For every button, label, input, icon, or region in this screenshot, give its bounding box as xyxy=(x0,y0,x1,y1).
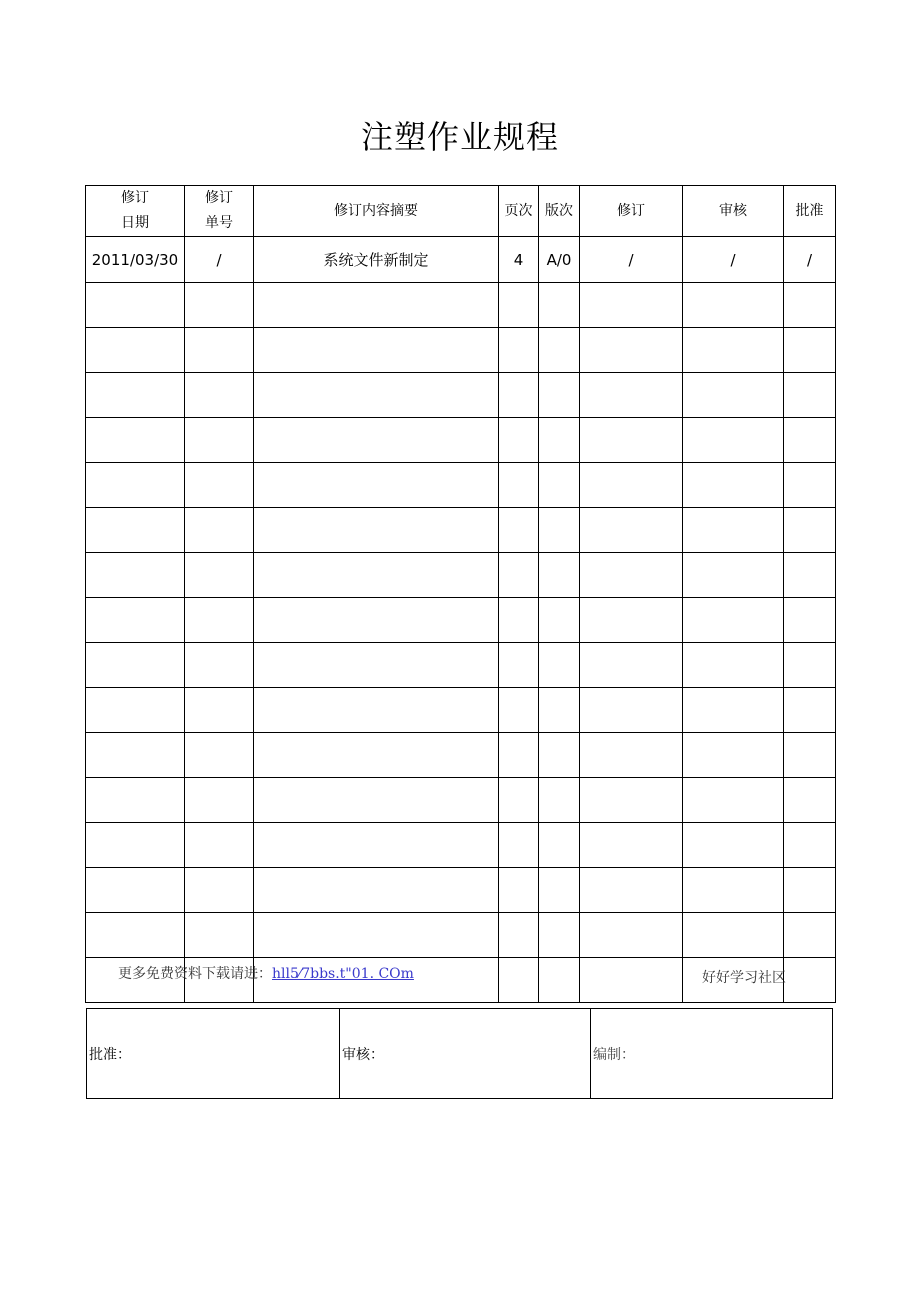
table-header-row xyxy=(86,186,836,237)
header-version: 版次 xyxy=(539,186,580,237)
empty-cell xyxy=(683,778,784,823)
empty-cell xyxy=(784,778,836,823)
empty-cell xyxy=(185,868,254,913)
empty-cell xyxy=(784,958,836,1003)
header-review: 审核 xyxy=(683,186,784,237)
empty-cell xyxy=(86,418,185,463)
empty-cell xyxy=(185,418,254,463)
empty-cell xyxy=(784,283,836,328)
empty-cell xyxy=(580,328,683,373)
empty-cell xyxy=(254,733,499,778)
empty-cell xyxy=(683,643,784,688)
empty-cell xyxy=(683,913,784,958)
table-row xyxy=(86,237,836,283)
empty-cell xyxy=(683,733,784,778)
header-approve: 批准 xyxy=(784,186,836,237)
empty-cell xyxy=(784,823,836,868)
empty-cell xyxy=(254,643,499,688)
empty-cell xyxy=(86,283,185,328)
empty-cell xyxy=(784,733,836,778)
empty-cell xyxy=(254,913,499,958)
empty-cell xyxy=(185,508,254,553)
empty-cell xyxy=(254,418,499,463)
empty-cell xyxy=(580,733,683,778)
empty-cell xyxy=(784,598,836,643)
empty-cell xyxy=(499,598,539,643)
empty-cell xyxy=(784,868,836,913)
cell-summary: 系统文件新制定 xyxy=(254,237,499,283)
cell-pages: 4 xyxy=(499,237,539,283)
empty-cell xyxy=(254,508,499,553)
header-revision-number-line2: 单号 xyxy=(205,215,233,231)
empty-cell xyxy=(784,328,836,373)
empty-cell xyxy=(499,778,539,823)
cell-version: A/0 xyxy=(539,237,580,283)
empty-cell xyxy=(683,418,784,463)
empty-table-row xyxy=(86,283,836,328)
empty-cell xyxy=(254,688,499,733)
empty-cell xyxy=(539,823,580,868)
empty-cell xyxy=(86,733,185,778)
document-title: 注塑作业规程 xyxy=(360,118,559,156)
empty-cell xyxy=(499,508,539,553)
empty-cell xyxy=(539,913,580,958)
empty-cell xyxy=(539,463,580,508)
empty-table-row xyxy=(86,373,836,418)
empty-cell xyxy=(254,823,499,868)
empty-cell xyxy=(86,643,185,688)
empty-cell xyxy=(683,688,784,733)
empty-cell xyxy=(499,688,539,733)
empty-cell xyxy=(539,643,580,688)
empty-cell xyxy=(580,688,683,733)
empty-cell xyxy=(683,598,784,643)
signoff-approve-label: 批准： xyxy=(87,1009,340,1099)
empty-cell xyxy=(499,373,539,418)
empty-cell xyxy=(499,283,539,328)
cell-date: 2011/03/30 xyxy=(86,237,185,283)
cell-revise: / xyxy=(580,237,683,283)
empty-table-row xyxy=(86,508,836,553)
empty-cell xyxy=(683,868,784,913)
empty-cell xyxy=(86,508,185,553)
empty-cell xyxy=(580,463,683,508)
empty-cell xyxy=(539,418,580,463)
empty-cell xyxy=(254,373,499,418)
cell-review: / xyxy=(683,237,784,283)
empty-cell xyxy=(784,688,836,733)
header-pages: 页次 xyxy=(499,186,539,237)
empty-cell xyxy=(499,868,539,913)
empty-cell xyxy=(86,823,185,868)
empty-cell xyxy=(254,328,499,373)
empty-cell xyxy=(185,598,254,643)
empty-cell xyxy=(185,913,254,958)
empty-cell xyxy=(683,373,784,418)
revision-table xyxy=(85,185,836,1003)
empty-table-row xyxy=(86,823,836,868)
empty-table-row xyxy=(86,598,836,643)
empty-cell xyxy=(254,868,499,913)
empty-cell xyxy=(185,553,254,598)
empty-cell xyxy=(580,868,683,913)
footer-community-name: 好好学习社区 xyxy=(702,970,786,986)
empty-table-row xyxy=(86,913,836,958)
empty-cell xyxy=(499,328,539,373)
footer-download-link[interactable]: hll5⁄7bbs.t"01. COm xyxy=(272,966,414,982)
cell-approve: / xyxy=(784,237,836,283)
empty-cell xyxy=(539,868,580,913)
empty-cell xyxy=(580,283,683,328)
empty-cell xyxy=(683,553,784,598)
empty-cell xyxy=(784,463,836,508)
signoff-table xyxy=(86,1008,833,1099)
empty-cell xyxy=(185,328,254,373)
empty-cell xyxy=(539,553,580,598)
empty-cell xyxy=(580,508,683,553)
empty-cell xyxy=(254,598,499,643)
empty-cell xyxy=(185,688,254,733)
empty-table-row xyxy=(86,688,836,733)
empty-cell xyxy=(539,958,580,1003)
empty-cell xyxy=(254,283,499,328)
empty-cell xyxy=(539,778,580,823)
empty-cell xyxy=(185,823,254,868)
empty-cell xyxy=(86,328,185,373)
empty-cell xyxy=(784,553,836,598)
empty-cell xyxy=(499,643,539,688)
empty-cell xyxy=(86,688,185,733)
empty-table-row xyxy=(86,733,836,778)
header-revise: 修订 xyxy=(580,186,683,237)
empty-cell xyxy=(683,508,784,553)
empty-cell xyxy=(185,778,254,823)
empty-cell xyxy=(539,328,580,373)
empty-cell xyxy=(86,913,185,958)
header-revision-number xyxy=(185,186,254,237)
empty-cell xyxy=(185,283,254,328)
empty-cell xyxy=(86,598,185,643)
empty-cell xyxy=(539,373,580,418)
empty-cell xyxy=(86,778,185,823)
empty-cell xyxy=(580,778,683,823)
empty-cell xyxy=(499,733,539,778)
footer-download-note xyxy=(118,963,414,983)
empty-cell xyxy=(499,463,539,508)
empty-cell xyxy=(580,373,683,418)
empty-cell xyxy=(580,598,683,643)
empty-table-row xyxy=(86,463,836,508)
empty-cell xyxy=(683,328,784,373)
signoff-edit-label: 编制： xyxy=(591,1009,833,1099)
empty-cell xyxy=(539,283,580,328)
empty-table-row xyxy=(86,418,836,463)
empty-cell xyxy=(580,418,683,463)
empty-cell xyxy=(499,913,539,958)
empty-cell xyxy=(683,823,784,868)
empty-cell xyxy=(86,553,185,598)
empty-cell xyxy=(539,508,580,553)
empty-cell xyxy=(539,733,580,778)
empty-cell xyxy=(683,463,784,508)
empty-cell xyxy=(580,823,683,868)
empty-table-row xyxy=(86,553,836,598)
empty-cell xyxy=(185,463,254,508)
empty-cell xyxy=(784,508,836,553)
footer-download-text: 更多免费资料下载请进： xyxy=(118,966,272,982)
empty-cell xyxy=(86,463,185,508)
empty-cell xyxy=(86,373,185,418)
empty-table-row xyxy=(86,868,836,913)
empty-table-row xyxy=(86,328,836,373)
empty-cell xyxy=(254,553,499,598)
header-revision-number-line1: 修订 xyxy=(205,190,233,206)
empty-cell xyxy=(499,418,539,463)
empty-table-row xyxy=(86,778,836,823)
empty-cell xyxy=(499,823,539,868)
empty-cell xyxy=(784,418,836,463)
empty-cell xyxy=(185,733,254,778)
empty-table-row xyxy=(86,643,836,688)
header-revision-date-line2: 日期 xyxy=(121,215,149,231)
empty-cell xyxy=(784,373,836,418)
signoff-review-label: 审核： xyxy=(340,1009,591,1099)
empty-cell xyxy=(86,868,185,913)
empty-cell xyxy=(499,958,539,1003)
cell-revision-number: / xyxy=(185,237,254,283)
empty-cell xyxy=(580,913,683,958)
empty-cell xyxy=(539,598,580,643)
empty-cell xyxy=(683,283,784,328)
empty-cell xyxy=(254,778,499,823)
empty-cell xyxy=(539,688,580,733)
header-revision-date xyxy=(86,186,185,237)
empty-cell xyxy=(580,643,683,688)
empty-cell xyxy=(784,913,836,958)
empty-cell xyxy=(185,643,254,688)
empty-cell xyxy=(580,553,683,598)
empty-cell xyxy=(499,553,539,598)
empty-cell xyxy=(185,373,254,418)
empty-cell xyxy=(784,643,836,688)
empty-cell xyxy=(580,958,683,1003)
header-summary: 修订内容摘要 xyxy=(254,186,499,237)
header-revision-date-line1: 修订 xyxy=(121,190,149,206)
empty-cell xyxy=(254,463,499,508)
